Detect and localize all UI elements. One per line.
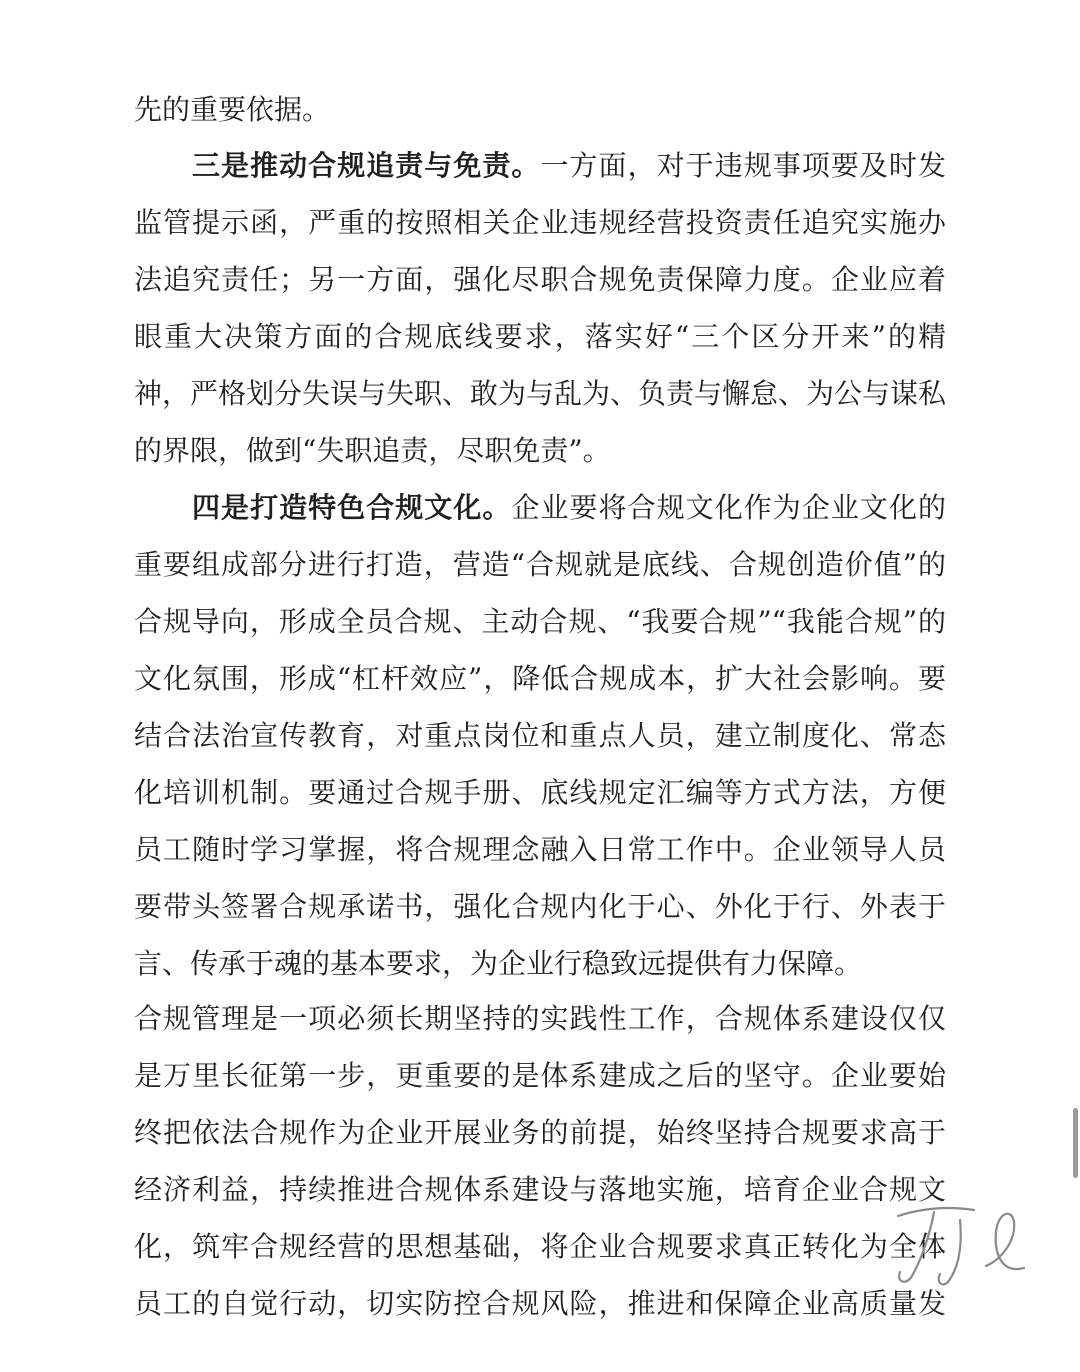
text-line: 重要组成部分进行打造，营造“合规就是底线、合规创造价值”的 — [134, 548, 946, 581]
text-line: 是万里长征第一步，更重要的是体系建成之后的坚守。企业要始 — [134, 1059, 946, 1092]
paragraph-text: 一方面，对于违规事项要及时发 — [540, 149, 946, 182]
text-line: 合规管理是一项必须长期坚持的实践性工作，合规体系建设仅仅 — [134, 1002, 946, 1035]
text-line: 要带头签署合规承诺书，强化合规内化于心、外化于行、外表于 — [134, 890, 946, 923]
text-line: 员工随时学习掌握，将合规理念融入日常工作中。企业领导人员 — [134, 833, 946, 866]
text-line: 化培训机制。要通过合规手册、底线规定汇编等方式方法，方便 — [134, 776, 946, 809]
text-line: 合规导向，形成全员合规、主动合规、“我要合规”“我能合规”的 — [134, 605, 946, 638]
text-line: 终把依法合规作为企业开展业务的前提，始终坚持合规要求高于 — [134, 1116, 946, 1149]
scrollbar-thumb[interactable] — [1073, 1108, 1078, 1178]
text-line: 结合法治宣传教育，对重点岗位和重点人员，建立制度化、常态 — [134, 719, 946, 752]
paragraph-first-line — [192, 146, 946, 186]
text-line: 经济利益，持续推进合规体系建设与落地实施，培育企业合规文 — [134, 1173, 946, 1206]
text-line: 先的重要依据。 — [134, 93, 331, 126]
paragraph-heading: 三是推动合规追责与免责。 — [192, 149, 541, 182]
text-line: 监管提示函，严重的按照相关企业违规经营投资责任追究实施办 — [134, 206, 946, 239]
text-line: 文化氛围，形成“杠杆效应”，降低合规成本，扩大社会影响。要 — [134, 662, 946, 695]
text-line: 言、传承于魂的基本要求，为企业行稳致远提供有力保障。 — [134, 947, 863, 980]
paragraph-first-line — [192, 488, 946, 528]
paragraph-text: 企业要将合规文化作为企业文化的 — [511, 491, 946, 524]
paragraph-heading: 四是打造特色合规文化。 — [192, 491, 512, 524]
text-line: 员工的自觉行动，切实防控合规风险，推进和保障企业高质量发 — [134, 1287, 946, 1320]
text-line: 化，筑牢合规经营的思想基础，将企业合规要求真正转化为全体 — [134, 1230, 946, 1263]
handwritten-signature — [878, 1178, 1038, 1298]
text-line: 的界限，做到“失职追责，尽职免责”。 — [134, 434, 611, 467]
text-line: 神，严格划分失误与失职、敢为与乱为、负责与懈怠、为公与谋私 — [134, 377, 947, 410]
text-line: 眼重大决策方面的合规底线要求，落实好“三个区分开来”的精 — [134, 320, 946, 353]
text-line: 法追究责任；另一方面，强化尽职合规免责保障力度。企业应着 — [134, 263, 946, 296]
